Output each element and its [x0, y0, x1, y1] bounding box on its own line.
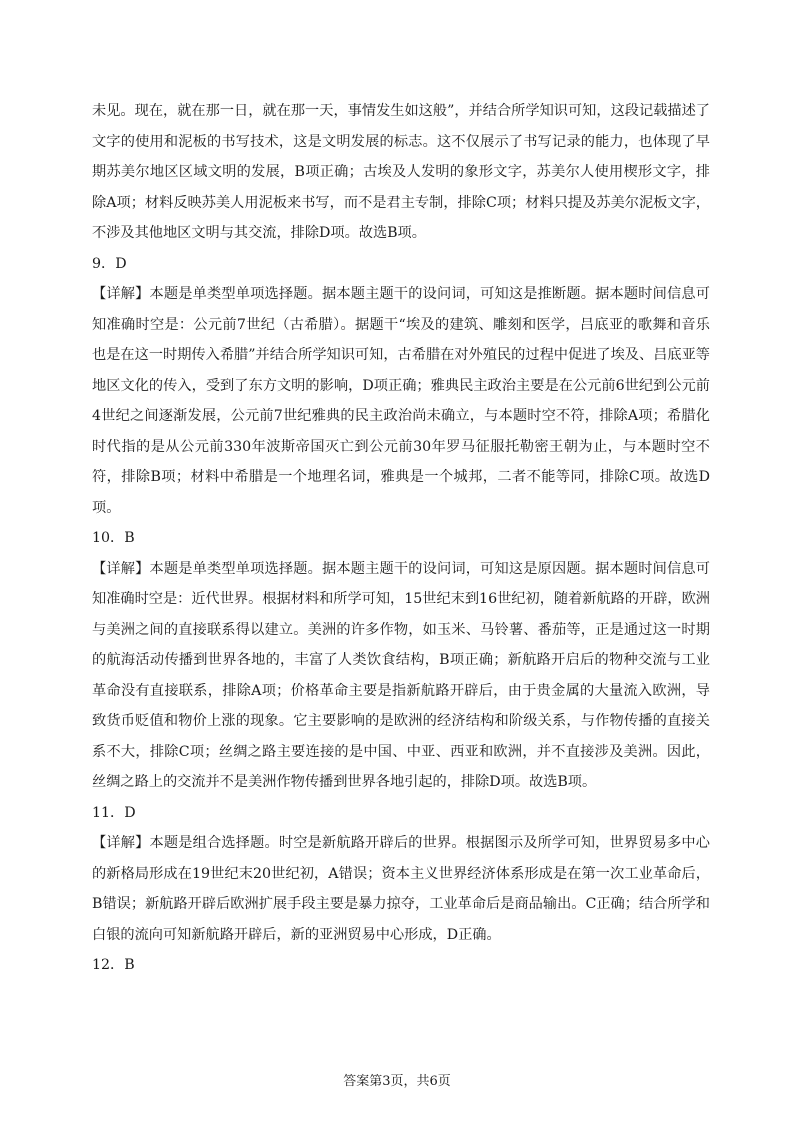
answer-12: 12．B — [92, 957, 135, 973]
page-footer: 答案第3页，共6页 — [343, 1074, 451, 1089]
answer-page-body — [92, 96, 710, 981]
explanation-paragraph-10: 【详解】本题是单类型单项选择题。据本题主题干的设问词，可知这是原因题。据本题时间信息可知准确时空是：近代世界。根据材料和所学可知，15世纪末到16世纪初，随着新航路的开辟，欧洲与美洲之间的直接联系得以建立。美洲的许多作物，如玉米、马铃薯、番茄等，正是通过这一时期的航海活动传播到世界各地的，丰富了人类饮食结构，B项正确；新航路开启后的物种交流与工业革命没有直接联系，排除A项；价格革命主要是指新航路开辟后，由于贵金属的大量流入欧洲，导致货币贬值和物价上涨的现象。它主要影响的是欧洲的经济结构和阶级关系，与作物传播的直接关系不大，排除C项；丝绸之路主要连接的是中国、中亚、西亚和欧洲，并不直接涉及美洲。因此，丝绸之路上的交流并不是美洲作物传播到世界各地引起的，排除D项。故选B项。 — [92, 560, 710, 790]
answer-9: 9．D — [92, 255, 127, 272]
explanation-paragraph-11: 【详解】本题是组合选择题。时空是新航路开辟后的世界。根据图示及所学可知，世界贸易多中心的新格局形成在19世纪末20世纪初，A错误；资本主义世界经济体系形成是在第一次工业革命后，B错误；新航路开辟后欧洲扩展手段主要是暴力掠夺，工业革命后是商品输出。C正确；结合所学和白银的流向可知新航路开辟后，新的亚洲贸易中心形成，D正确。 — [92, 835, 710, 943]
explanation-paragraph-9: 【详解】本题是单类型单项选择题。据本题主题干的设问词，可知这是推断题。据本题时间信息可知准确时空是：公元前7世纪（古希腊）。据题干“埃及的建筑、雕刻和医学，吕底亚的歌舞和音乐也是在这一时期传入希腊”并结合所学知识可知，古希腊在对外殖民的过程中促进了埃及、吕底亚等地区文化的传入，受到了东方文明的影响，D项正确；雅典民主政治主要是在公元前6世纪到公元前4世纪之间逐渐发展，公元前7世纪雅典的民主政治尚未确立，与本题时空不符，排除A项；希腊化时代指的是从公元前330年波斯帝国灭亡到公元前30年罗马征服托勒密王朝为止，与本题时空不符，排除B项；材料中希腊是一个地理名词，雅典是一个城邦，二者不能等同，排除C项。故选D项。 — [92, 286, 710, 516]
answer-10: 10．B — [92, 530, 135, 546]
answer-11: 11．D — [92, 804, 136, 821]
explanation-paragraph-8: 未见。现在，就在那一日，就在那一天，事情发生如这般”，并结合所学知识可知，这段记载描述了文字的使用和泥板的书写技术，这是文明发展的标志。这不仅展示了书写记录的能力，也体现了早期苏美尔地区区域文明的发展，B项正确；古埃及人发明的象形文字，苏美尔人使用楔形文字，排除A项；材料反映苏美人用泥板来书写，而不是君主专制，排除C项；材料只提及苏美尔泥板文字，不涉及其他地区文明与其交流，排除D项。故选B项。 — [92, 103, 710, 241]
